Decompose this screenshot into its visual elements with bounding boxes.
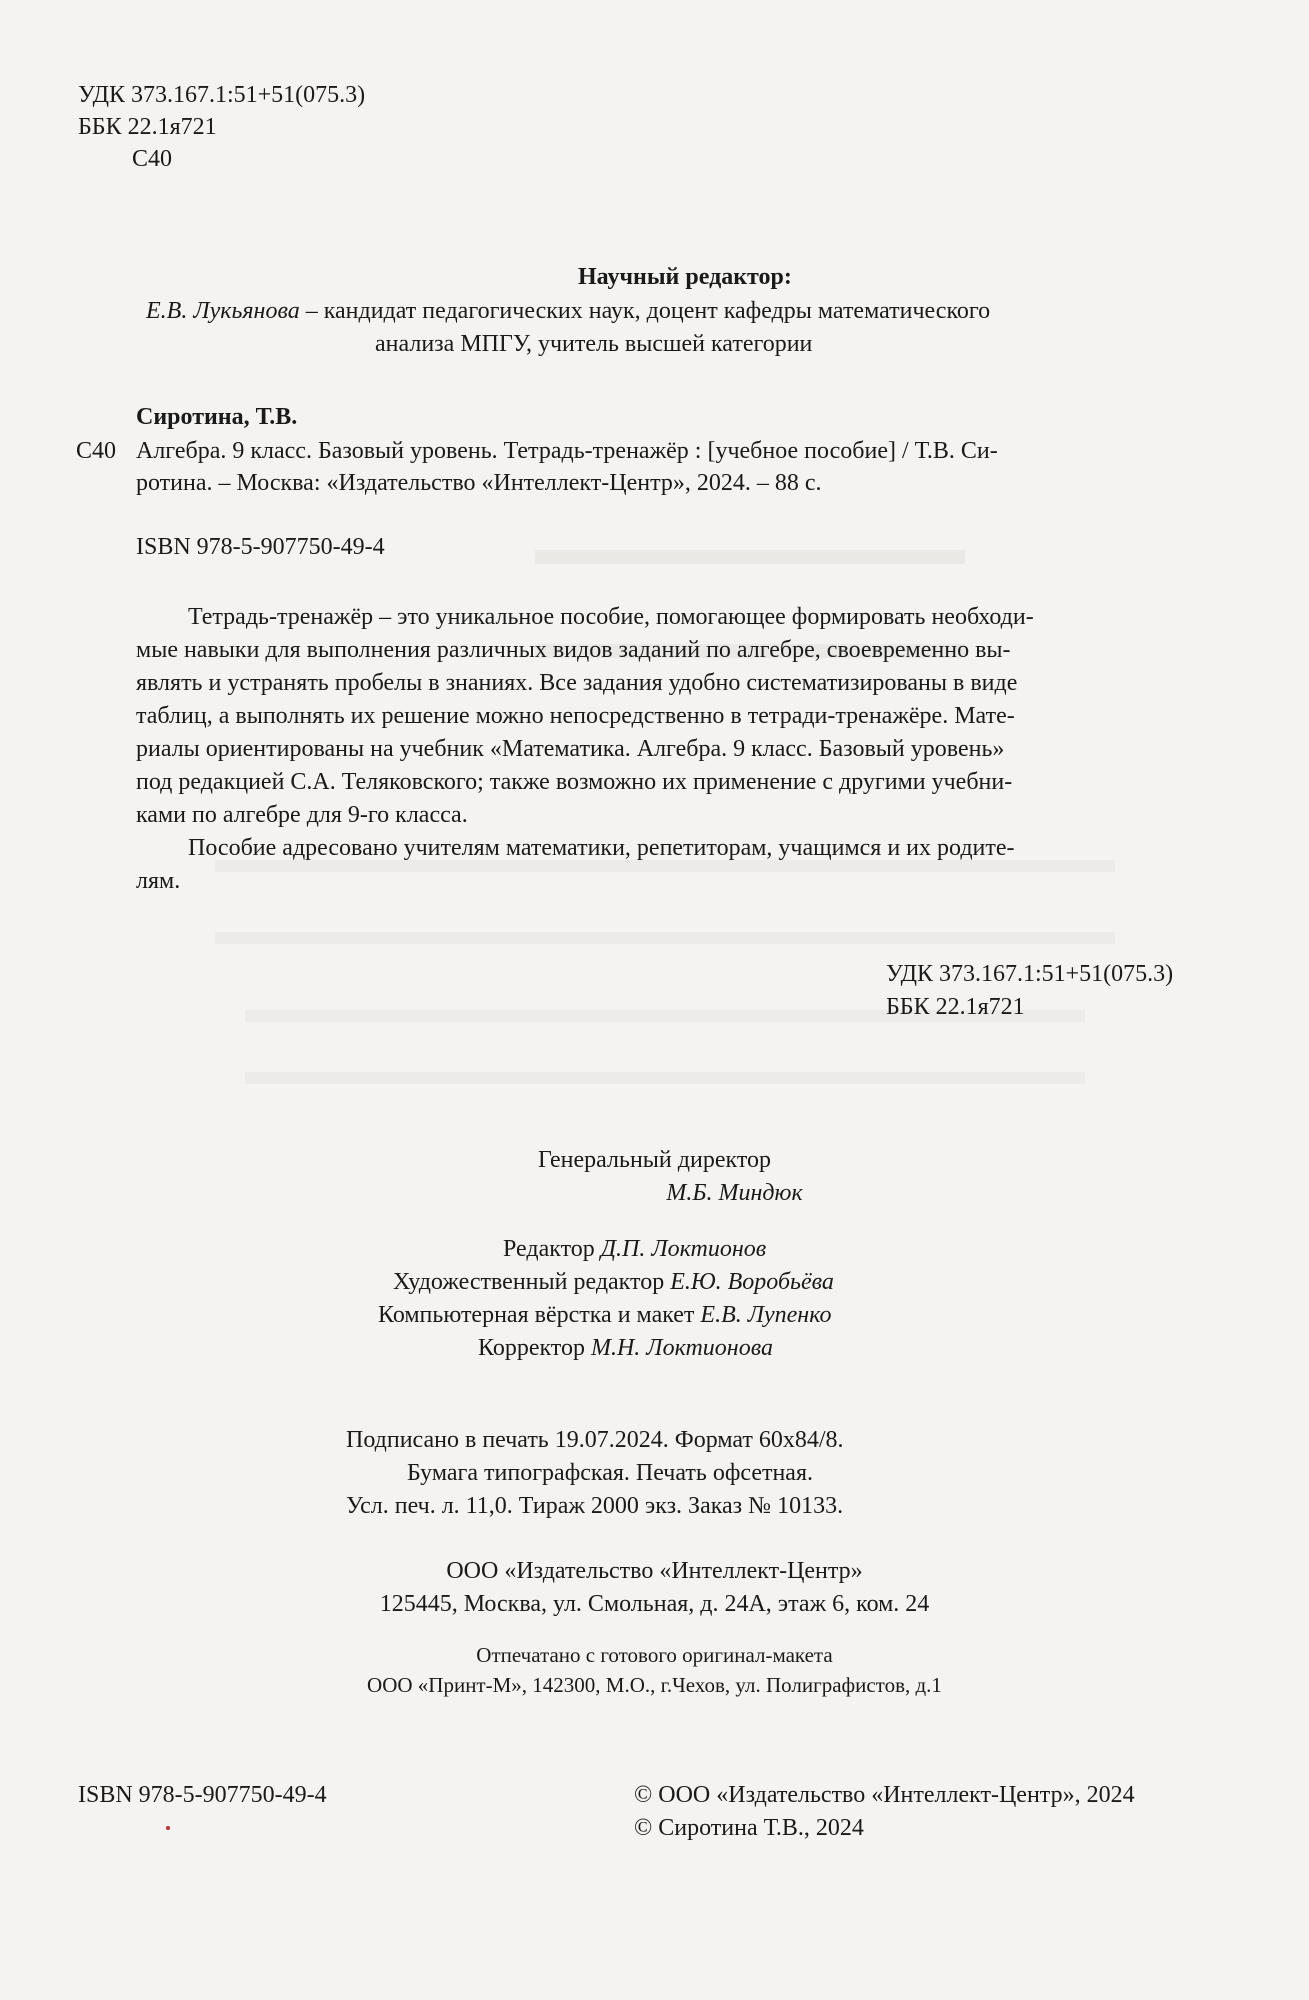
- annotation-p1-line-7: ками по алгебре для 9-го класса.: [136, 802, 468, 828]
- bbk-code: ББК 22.1я721: [78, 114, 217, 140]
- publisher-name: ООО «Издательство «Интеллект-Центр»: [446, 1558, 863, 1584]
- printer-line-1: Отпечатано с готового оригинал-макета: [476, 1643, 833, 1667]
- printer-line-2: ООО «Принт-М», 142300, М.О., г.Чехов, ул. Полиграфистов, д.1: [367, 1673, 942, 1697]
- annotation-p1-line-6: под редакцией С.А. Теляковского; также возможно их применение с другими учебни-: [136, 769, 1013, 795]
- annotation-p2-line-2: лям.: [136, 868, 181, 894]
- bib-author: Сиротина, Т.В.: [136, 404, 298, 430]
- staff-layout-name: Е.В. Лупенко: [700, 1302, 832, 1328]
- editor-heading: Научный редактор:: [578, 264, 792, 290]
- staff-art-editor: [393, 1265, 834, 1299]
- udk-code: УДК 373.167.1:51+51(075.3): [78, 82, 366, 108]
- showthrough-shape-2: [215, 860, 1115, 944]
- staff-editor-name: Д.П. Локтионов: [600, 1236, 767, 1262]
- staff-layout: [378, 1298, 832, 1332]
- print-line-3: Усл. печ. л. 11,0. Тираж 2000 экз. Заказ № 10133.: [346, 1493, 844, 1519]
- staff-editor: [503, 1232, 766, 1266]
- editor-desc-1: – кандидат педагогических наук, доцент кафедры математического: [305, 298, 991, 324]
- ink-speck: [166, 1826, 170, 1830]
- staff-corrector-name: М.Н. Локтионова: [590, 1335, 773, 1361]
- director-name: М.Б. Миндюк: [666, 1180, 803, 1206]
- print-line-2: Бумага типографская. Печать офсетная.: [407, 1460, 813, 1486]
- staff-corrector-label: Корректор: [478, 1335, 591, 1361]
- staff-layout-label: Компьютерная вёрстка и макет: [378, 1302, 701, 1328]
- annotation-p1-line-1: Тетрадь-тренажёр – это уникальное пособие, помогающее формировать необходи-: [188, 604, 1034, 630]
- author-sign: С40: [132, 146, 173, 172]
- annotation-p1-line-4: таблиц, а выполнять их решение можно непосредственно в тетради-тренажёре. Мате-: [136, 703, 1015, 729]
- annotation-p2-line-1: Пособие адресовано учителям математики, репетиторам, учащимся и их родите-: [188, 835, 1015, 861]
- editor-line-1: [146, 294, 990, 328]
- editor-name: Е.В. Лукьянова: [146, 298, 300, 324]
- publisher-address: 125445, Москва, ул. Смольная, д. 24А, этаж 6, ком. 24: [379, 1591, 930, 1617]
- bib-code: С40: [76, 438, 117, 464]
- annotation-p1-line-3: являть и устранять пробелы в знаниях. Все задания удобно систематизированы в виде: [136, 670, 1018, 696]
- footer-copyright-2: © Сиротина Т.В., 2024: [634, 1815, 864, 1841]
- right-udk-code: УДК 373.167.1:51+51(075.3): [886, 961, 1174, 987]
- annotation-p1-line-5: риалы ориентированы на учебник «Математика. Алгебра. 9 класс. Базовый уровень»: [136, 736, 1005, 762]
- staff-art-label: Художественный редактор: [393, 1269, 671, 1295]
- footer-isbn: ISBN 978-5-907750-49-4: [78, 1782, 327, 1808]
- staff-editor-label: Редактор: [503, 1236, 601, 1262]
- director-title: Генеральный директор: [537, 1147, 771, 1173]
- print-line-1: Подписано в печать 19.07.2024. Формат 60х84/8.: [346, 1427, 844, 1453]
- staff-corrector: [478, 1331, 773, 1365]
- bib-line-2: ротина. – Москва: «Издательство «Интеллект-Центр», 2024. – 88 с.: [136, 470, 822, 496]
- annotation-p1-line-2: мые навыки для выполнения различных видов заданий по алгебре, своевременно вы-: [136, 637, 1011, 663]
- right-bbk-code: ББК 22.1я721: [886, 994, 1025, 1020]
- bib-line-1: Алгебра. 9 класс. Базовый уровень. Тетрадь-тренажёр : [учебное пособие] / Т.В. Си-: [136, 438, 998, 464]
- staff-art-name: Е.Ю. Воробьёва: [670, 1269, 834, 1295]
- footer-copyright-1: © ООО «Издательство «Интеллект-Центр», 2024: [634, 1782, 1135, 1808]
- editor-desc-2: анализа МПГУ, учитель высшей категории: [375, 331, 813, 357]
- bib-isbn: ISBN 978-5-907750-49-4: [136, 534, 385, 560]
